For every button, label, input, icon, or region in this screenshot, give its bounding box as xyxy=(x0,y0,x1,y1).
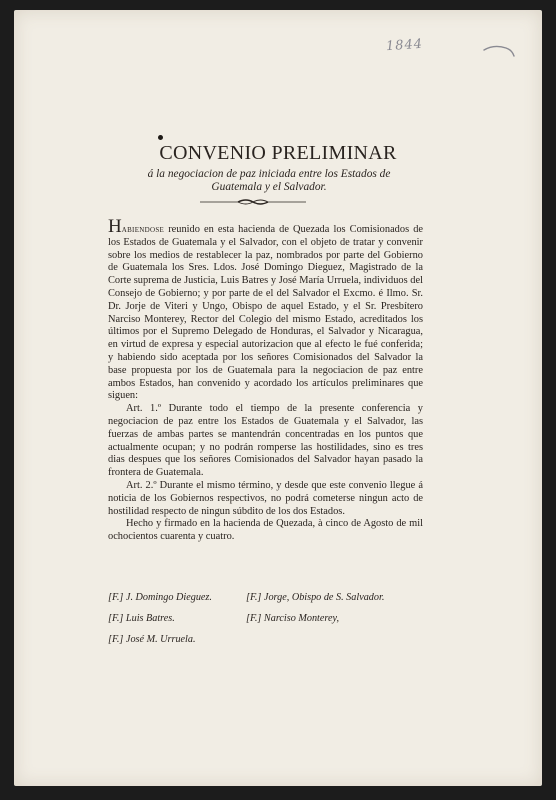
opening-word: abiendose xyxy=(121,224,165,235)
pencil-mark-icon xyxy=(480,40,520,60)
signature-monterey: [F.] Narciso Monterey, xyxy=(246,613,340,624)
article-1: Art. 1.º Durante todo el tiempo de la presente conferencia y negociacion de paz entre los Estados de Guatemala y el Salvador, las fuerzas de ambas partes se mantendrán concentradas en los puntos que actualmente ocupan; y no podrán romperse las hostilidades, sino es tres dias despues que los señores Comisionados del Salvador hayan pasado la frontera de Guatemala. xyxy=(108,403,423,479)
document-body xyxy=(108,216,423,544)
intro-paragraph xyxy=(108,216,423,403)
document-title: CONVENIO PRELIMINAR xyxy=(159,142,397,164)
signature-batres: [F.] Luis Batres. xyxy=(108,613,175,624)
article-2: Art. 2.º Durante el mismo término, y desde que este convenio llegue á noticia de los Gobiernos respectivos, no podrá cometerse ningun acto de hostilidad respecto de ningun súbdito de los dos Estados. xyxy=(108,479,423,517)
document-subtitle: á la negociacion de paz iniciada entre los Estados de Guatemala y el Salvador. xyxy=(147,168,391,193)
signature-urruela: [F.] José M. Urruela. xyxy=(108,634,196,645)
intro-text: reunido en esta hacienda de Quezada los Comisionados de los Estados de Guatemala y el Salvador, con el objeto de tratar y convenir sobre los medios de restablecer la paz, nombrados por parte del Gobierno de Guatemala los Sres. Ldos. José Domingo Dieguez, Magistrado de la Corte suprema de Justicia, Luis Batres y José María Urruela, individuos del Consejo de Gobierno; y por parte de el del Salvador el Excmo. é Ilmo. Sr. Dr. Jorje de Viteri y Ungo, Obispo de aquel Estado, y el Sr. Presbítero Narciso Monterey, Rector del Colegio del mismo Estado, acreditados los últimos por el Supremo Delegado de Honduras, el Salvador y Nicaragua, en virtud de expresa y especial autorizacion que al efecto le fué conferida; y habiendo sido aceptada por los señores Comisionados del Salvador la base propuesta por los de Guatemala para la negociacion de paz entre ambos Estados, han convenido y acordado los artículos preliminares que siguen: xyxy=(108,224,423,402)
document-page xyxy=(14,10,542,786)
closing-paragraph: Hecho y firmado en la hacienda de Quezada, à cinco de Agosto de mil ochocientos cuarenta y cuatro. xyxy=(108,518,423,543)
ink-dot xyxy=(158,135,163,140)
signature-obispo: [F.] Jorge, Obispo de S. Salvador. xyxy=(246,592,385,603)
signature-dieguez: [F.] J. Domingo Dieguez. xyxy=(108,592,212,603)
pencil-annotation: 1844 xyxy=(385,36,424,55)
dropcap-letter: H xyxy=(108,216,122,237)
ornament-divider-icon xyxy=(198,198,308,206)
